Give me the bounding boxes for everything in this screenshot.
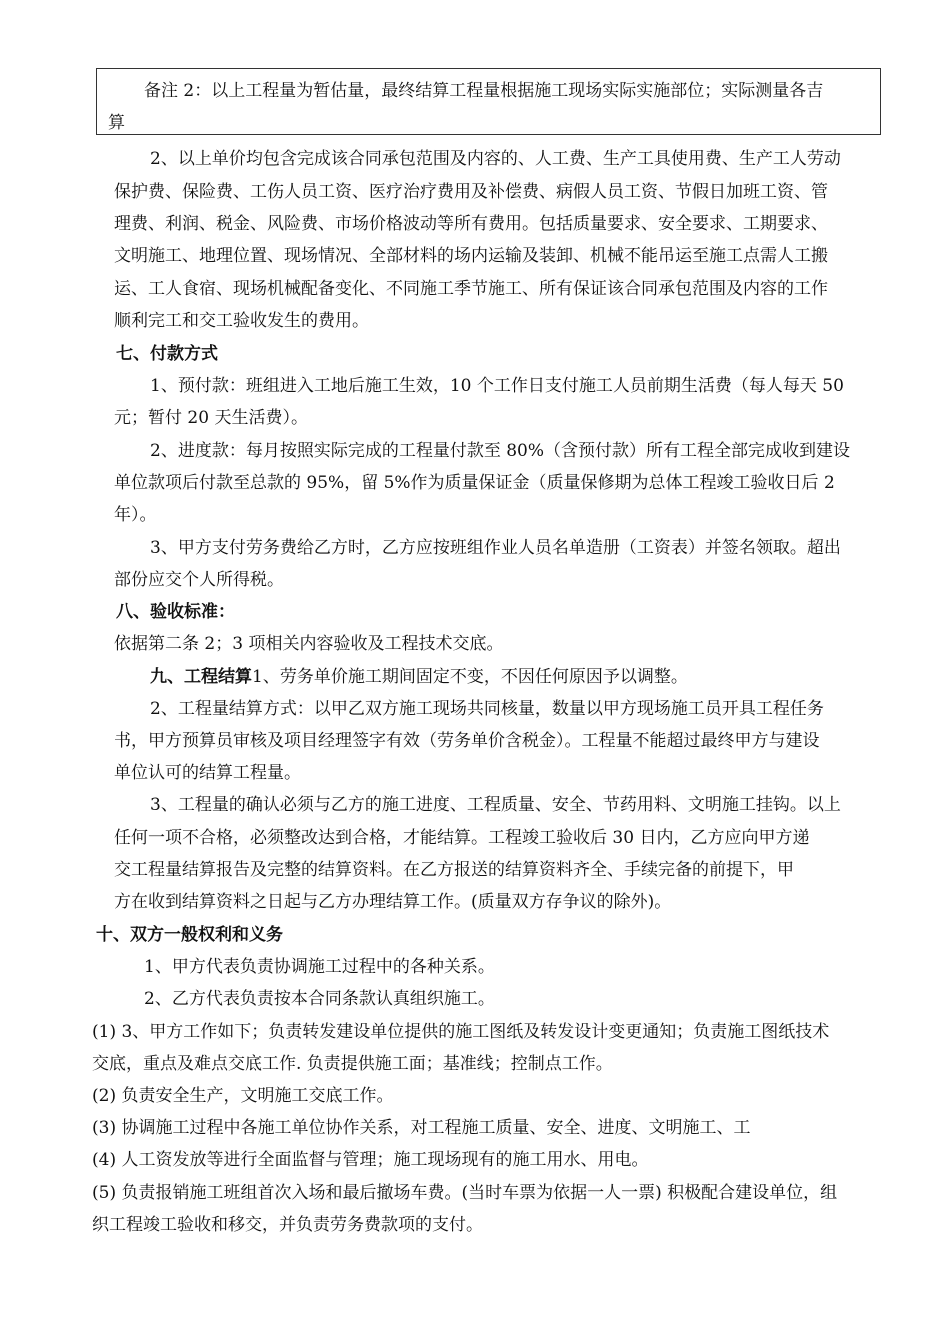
paragraph-line: 单位认可的结算工程量。 — [114, 763, 301, 783]
paragraph-line: (2) 负责安全生产，文明施工交底工作。 — [92, 1086, 394, 1106]
paragraph-line: 保护费、保险费、工伤人员工资、医疗治疗费用及补偿费、病假人员工资、节假日加班工资、管 — [114, 182, 828, 202]
paragraph-text: 1、劳务单价施工期间固定不变，不因任何原因予以调整。 — [252, 667, 688, 687]
note-line: 算 — [108, 113, 125, 133]
paragraph-line: 依据第二条 2；3 项相关内容验收及工程技术交底。 — [114, 634, 504, 654]
paragraph-line: 织工程竣工验收和移交，并负责劳务费款项的支付。 — [92, 1215, 483, 1235]
paragraph-line: 2、工程量结算方式：以甲乙双方施工现场共同核量，数量以甲方现场施工员开具工程任务 — [150, 699, 824, 719]
paragraph-line: 单位款项后付款至总款的 95%，留 5%作为质量保证金（质量保修期为总体工程竣工验收日后 2 — [114, 473, 835, 493]
paragraph-line: 3、甲方支付劳务费给乙方时，乙方应按班组作业人员名单造册（工资表）并签名领取。超出 — [150, 538, 841, 558]
paragraph-line: 交工程量结算报告及完整的结算资料。在乙方报送的结算资料齐全、手续完备的前提下，甲 — [114, 860, 794, 880]
paragraph-line: 交底，重点及难点交底工作. 负责提供施工面；基准线；控制点工作。 — [92, 1054, 613, 1074]
paragraph-line: 2、进度款：每月按照实际完成的工程量付款至 80%（含预付款）所有工程全部完成收到建设 — [150, 441, 851, 461]
paragraph-line: 方在收到结算资料之日起与乙方办理结算工作。(质量双方存争议的除外)。 — [114, 892, 672, 912]
paragraph-line: 任何一项不合格，必须整改达到合格，才能结算。工程竣工验收后 30 日内，乙方应向甲方递 — [114, 828, 810, 848]
paragraph-line: (1) 3、甲方工作如下；负责转发建设单位提供的施工图纸及转发设计变更通知；负责施工图纸技术 — [92, 1022, 830, 1042]
paragraph-line: 顺利完工和交工验收发生的费用。 — [114, 311, 369, 331]
note-box — [96, 68, 881, 135]
paragraph-line: 2、以上单价均包含完成该合同承包范围及内容的、人工费、生产工具使用费、生产工人劳动 — [150, 149, 841, 169]
paragraph-line: 运、工人食宿、现场机械配备变化、不同施工季节施工、所有保证该合同承包范围及内容的工作 — [114, 279, 828, 299]
paragraph-line: 书，甲方预算员审核及项目经理签字有效（劳务单价含税金）。工程量不能超过最终甲方与建设 — [114, 731, 820, 751]
paragraph-line: 1、预付款：班组进入工地后施工生效，10 个工作日支付施工人员前期生活费（每人每天 50 — [150, 376, 844, 396]
paragraph-line: (3) 协调施工过程中各施工单位协作关系，对工程施工质量、安全、进度、文明施工、工 — [92, 1118, 751, 1138]
section-heading: 七、付款方式 — [116, 344, 218, 364]
note-line: 备注 2：以上工程量为暂估量，最终结算工程量根据施工现场实际实施部位；实际测量各吉 — [144, 81, 824, 101]
paragraph-line: 部份应交个人所得税。 — [114, 570, 284, 590]
section-heading: 八、验收标准： — [116, 602, 235, 622]
paragraph-line: (4) 人工资发放等进行全面监督与管理；施工现场现有的施工用水、用电。 — [92, 1150, 649, 1170]
section9-first-line — [150, 669, 688, 686]
paragraph-line: 年）。 — [114, 505, 157, 525]
paragraph-line: 3、工程量的确认必须与乙方的施工进度、工程质量、安全、节药用料、文明施工挂钩。以上 — [150, 795, 841, 815]
paragraph-line: 2、乙方代表负责按本合同条款认真组织施工。 — [144, 989, 495, 1009]
paragraph-line: 元；暂付 20 天生活费）。 — [114, 408, 308, 428]
paragraph-line: 1、甲方代表负责协调施工过程中的各种关系。 — [144, 957, 495, 977]
section-heading: 十、双方一般权利和义务 — [96, 925, 283, 945]
paragraph-line: 文明施工、地理位置、现场情况、全部材料的场内运输及装卸、机械不能吊运至施工点需人工搬 — [114, 246, 828, 266]
paragraph-line: (5) 负责报销施工班组首次入场和最后撤场车费。(当时车票为依据一人一票) 积极配合建设单位，组 — [92, 1183, 838, 1203]
paragraph-line: 理费、利润、税金、风险费、市场价格波动等所有费用。包括质量要求、安全要求、工期要求、 — [114, 214, 828, 234]
section-heading: 九、工程结算 — [150, 667, 252, 687]
